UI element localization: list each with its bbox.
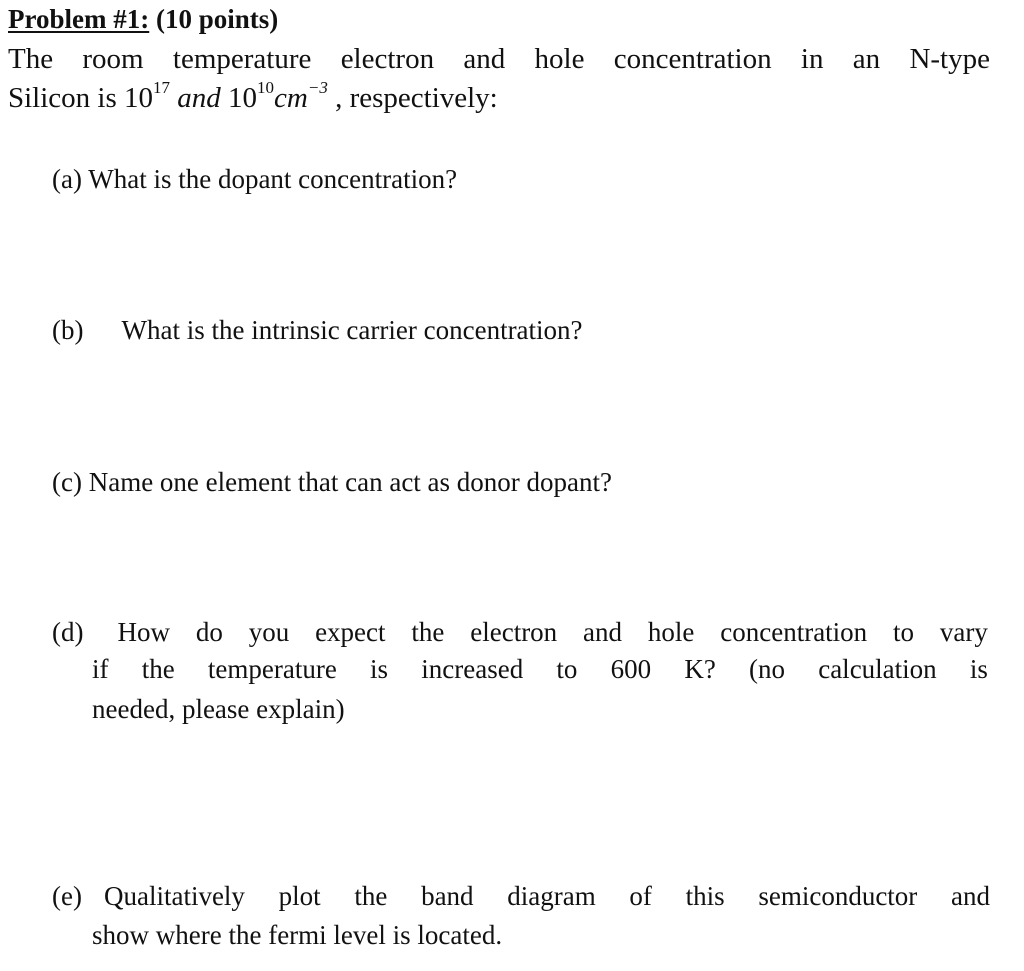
question-b-text: What is the intrinsic carrier concentration?	[121, 315, 583, 345]
question-c-label: (c)	[52, 467, 82, 497]
question-d-line-3: needed, please explain)	[92, 694, 345, 724]
word: concentration	[613, 43, 772, 75]
word: vary	[939, 617, 988, 647]
question-a-text: What is the dopant concentration?	[88, 164, 458, 194]
word: is	[969, 654, 988, 684]
question-e-line-1-words	[104, 883, 990, 910]
question-d-line-1-words	[117, 619, 988, 646]
word: semiconductor	[758, 881, 918, 911]
word: is	[370, 654, 389, 684]
word: electron	[470, 617, 558, 647]
question-c-text: Name one element that can act as donor dopant?	[88, 467, 613, 497]
word: 600	[610, 654, 652, 684]
word: in	[800, 43, 824, 75]
intro-line-1	[8, 45, 990, 74]
question-e-line-1	[52, 883, 990, 910]
word: do	[195, 617, 223, 647]
word: Qualitatively	[103, 881, 245, 911]
word: How	[117, 617, 170, 647]
word: diagram	[507, 881, 596, 911]
hole-concentration-base: 10	[228, 82, 258, 114]
word: hole	[647, 617, 695, 647]
unit-base: cm	[274, 82, 308, 114]
question-e-line-1-label: (e)	[52, 881, 82, 911]
word: N-type	[909, 43, 990, 75]
word: electron	[340, 43, 435, 75]
word: the	[354, 881, 388, 911]
word: and	[951, 881, 990, 911]
question-b-label: (b)	[52, 315, 84, 345]
word: band	[421, 881, 474, 911]
intro-line-2	[8, 78, 498, 114]
word: room	[82, 43, 144, 75]
hole-concentration-exponent: 10	[257, 78, 275, 97]
word: and	[583, 617, 623, 647]
electron-concentration-exponent: 17	[153, 78, 171, 97]
electron-concentration	[124, 78, 171, 114]
intro-suffix: , respectively:	[327, 82, 498, 114]
question-a-label: (a)	[52, 164, 82, 194]
word: of	[629, 881, 652, 911]
question-e-line-2: show where the fermi level is located.	[92, 920, 503, 950]
problem-heading: Problem #1:	[8, 4, 150, 34]
electron-concentration-base: 10	[124, 82, 154, 114]
question-d-line-1-label: (d)	[52, 617, 84, 647]
word: plot	[278, 881, 321, 911]
word: an	[852, 43, 881, 75]
word: increased	[421, 654, 524, 684]
word: the	[411, 617, 445, 647]
word: calculation	[818, 654, 937, 684]
problem-title	[8, 6, 278, 33]
word: (no	[749, 654, 786, 684]
question-b	[52, 317, 583, 344]
intro-prefix: Silicon is	[8, 82, 125, 114]
question-a	[52, 166, 457, 193]
question-d-line-2	[92, 656, 988, 683]
unit-exponent: −3	[307, 78, 328, 97]
word: K?	[684, 654, 716, 684]
word: and	[463, 43, 506, 75]
hole-concentration	[228, 78, 275, 114]
problem-points: (10 points)	[155, 4, 279, 34]
word: temperature	[207, 654, 337, 684]
question-d-line-1	[52, 619, 988, 646]
word: concentration	[720, 617, 868, 647]
word: the	[141, 654, 175, 684]
word: temperature	[172, 43, 312, 75]
question-c	[52, 469, 612, 496]
word: to	[893, 617, 915, 647]
word: hole	[534, 43, 585, 75]
unit	[274, 78, 328, 114]
word: The	[8, 43, 54, 75]
word: to	[556, 654, 578, 684]
and-word: and	[170, 82, 229, 114]
word: expect	[315, 617, 386, 647]
word: if	[92, 654, 109, 684]
word: this	[685, 881, 725, 911]
word: you	[248, 617, 290, 647]
